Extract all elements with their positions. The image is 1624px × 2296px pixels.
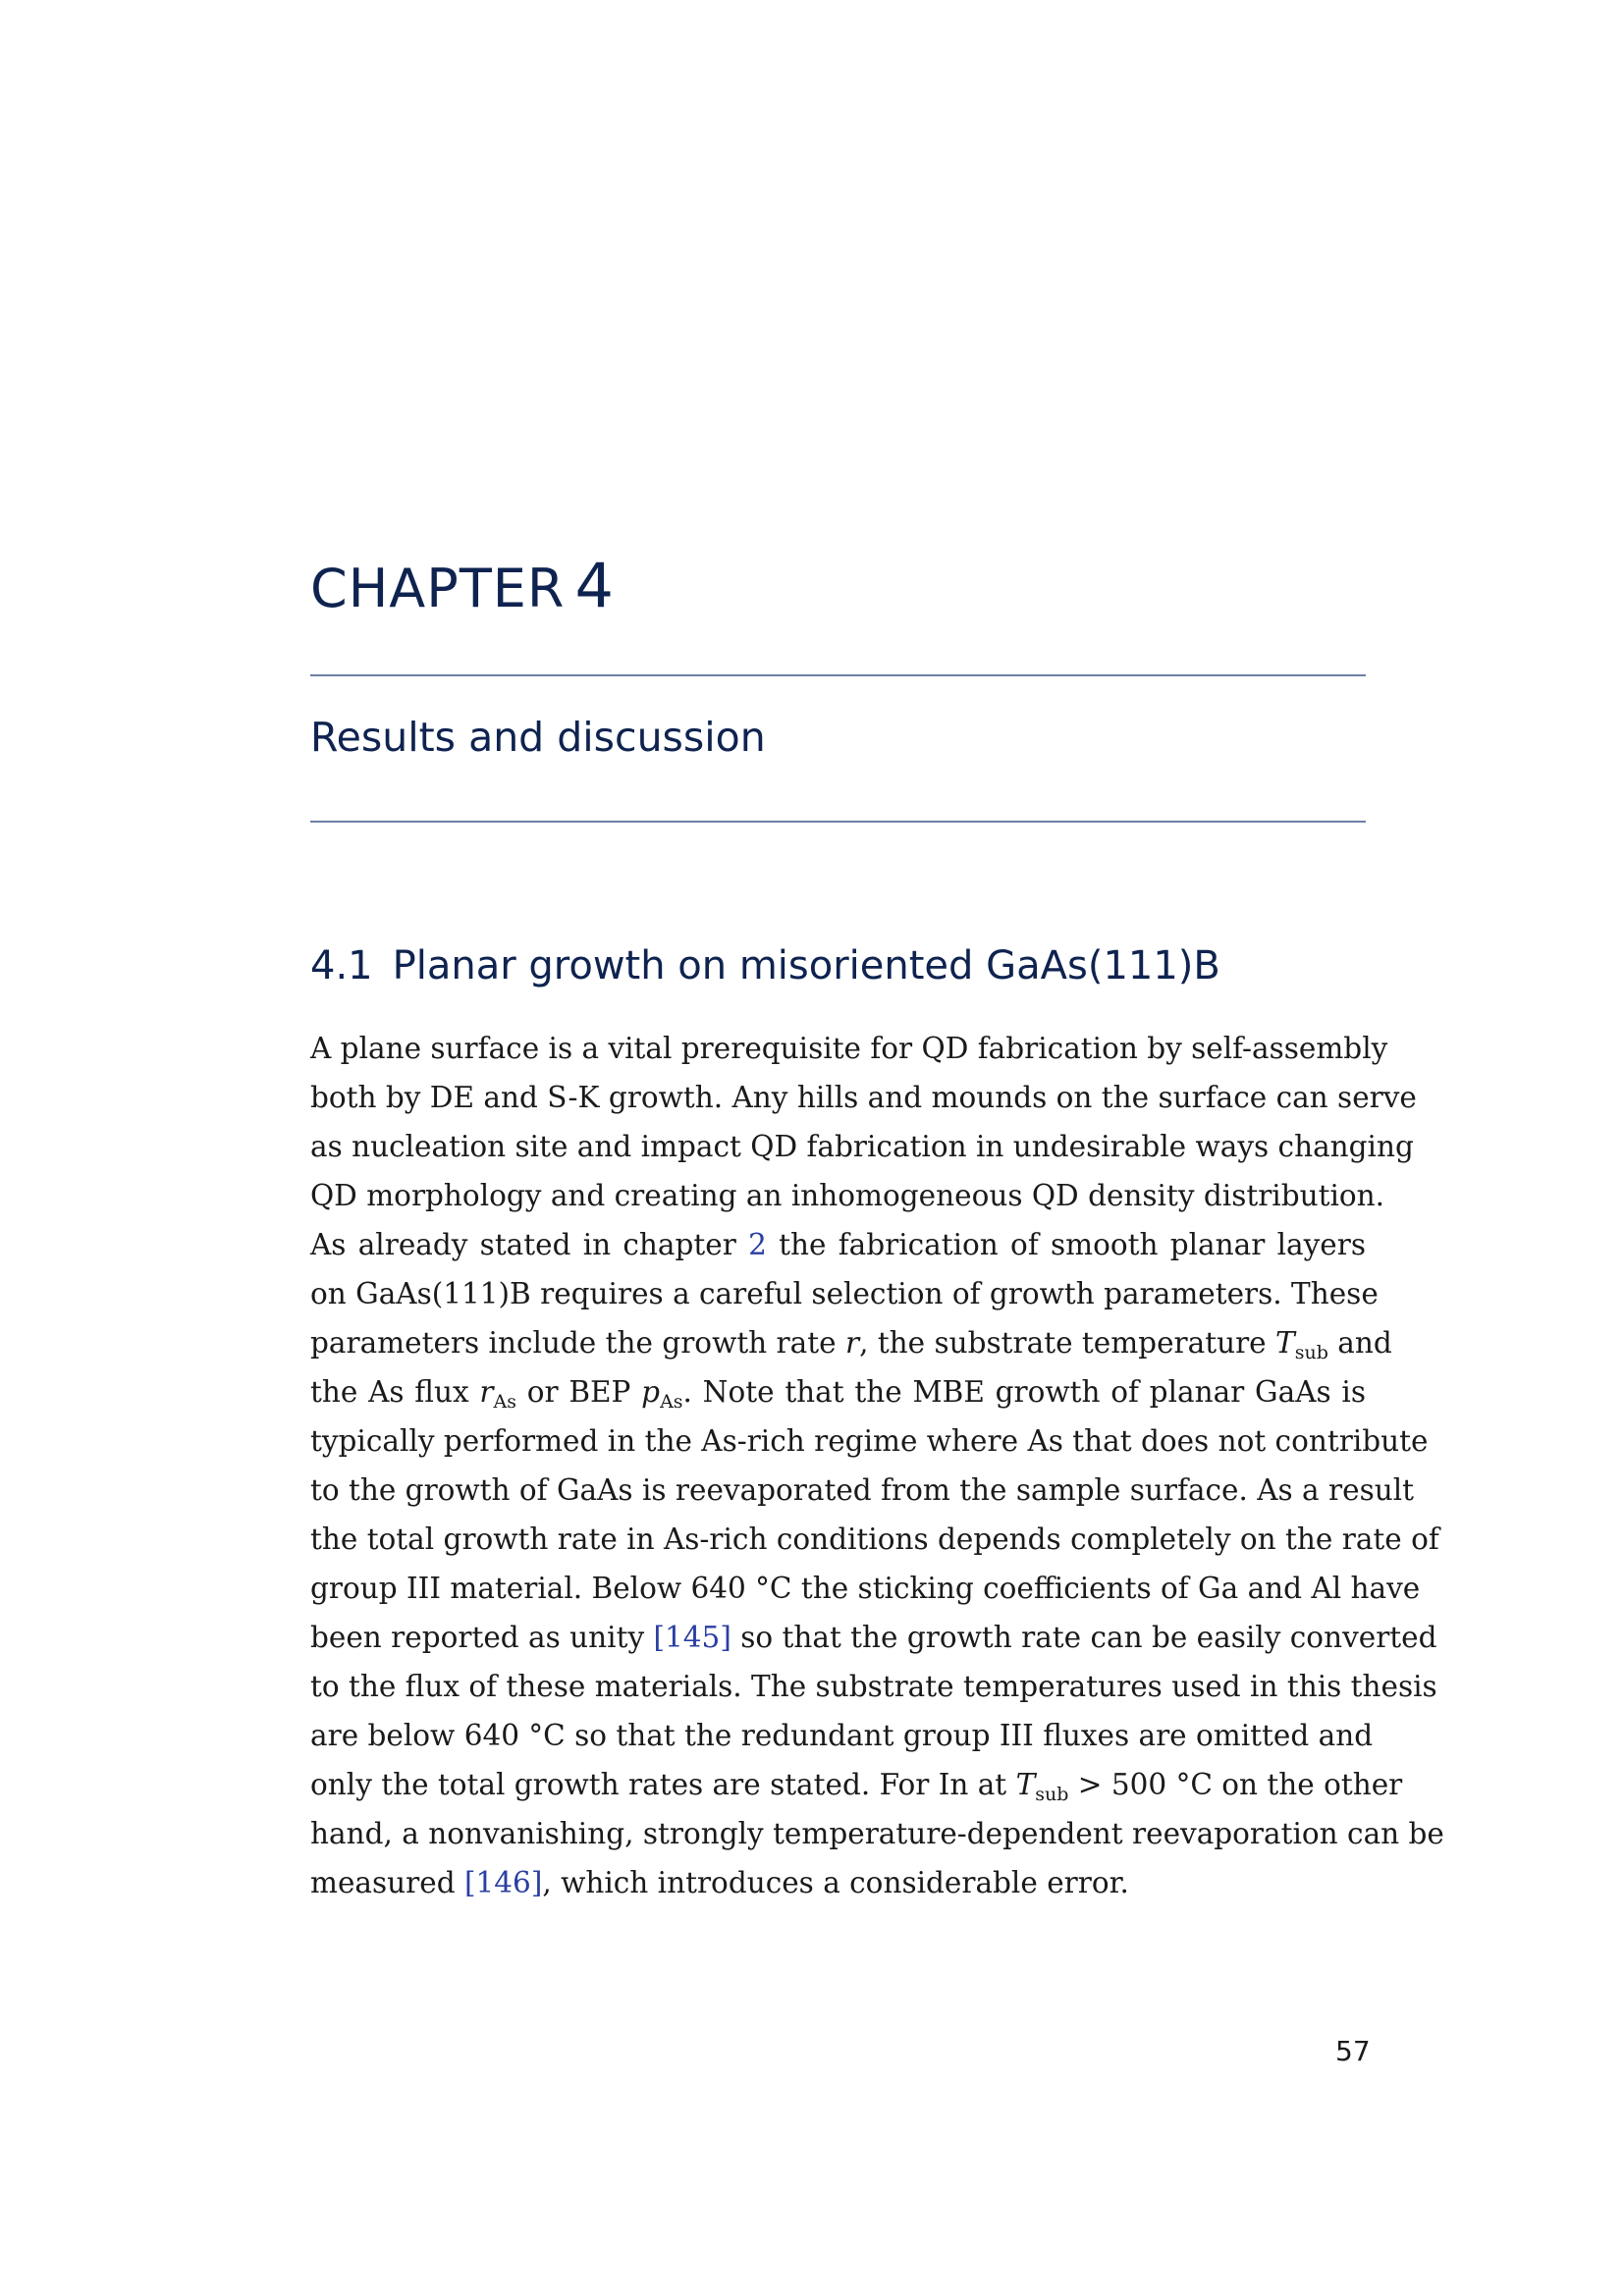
chapter-title: Results and discussion <box>310 714 766 761</box>
math-variable: r <box>844 1326 860 1360</box>
paragraph-line: both by DE and S-K growth. Any hills and mounds on the surface can serve <box>310 1081 1417 1114</box>
line-text: , which introduces a considerable error. <box>542 1866 1129 1899</box>
line-text: or BEP <box>526 1375 631 1409</box>
math-subscript: sub <box>1294 1342 1328 1363</box>
line-text: the As flux <box>310 1375 469 1409</box>
chapter-reference-link[interactable]: 2 <box>748 1228 767 1261</box>
body-paragraph <box>310 1024 1444 1907</box>
chapter-number: 4 <box>574 550 615 621</box>
line-text: . Note that the MBE growth of planar GaAs is <box>682 1375 1366 1409</box>
section-title: Planar growth on misoriented GaAs(111)B <box>392 943 1220 988</box>
paragraph-line <box>310 1613 1437 1662</box>
paragraph-line <box>310 1220 1366 1269</box>
line-text: the fabrication of smooth planar layers <box>779 1228 1366 1261</box>
paragraph-line <box>310 1318 1392 1367</box>
math-variable: $p_{As}$ <box>641 1375 683 1413</box>
line-text: , the substrate temperature <box>859 1326 1267 1360</box>
line-text: only the total growth rates are stated. For In at <box>310 1768 1007 1801</box>
paragraph-line <box>310 1367 1366 1416</box>
paragraph-line: A plane surface is a vital prerequisite for QD fabrication by self-assembly <box>310 1032 1388 1065</box>
line-text: parameters include the growth rate <box>310 1326 837 1360</box>
chapter-bottom-rule <box>310 821 1366 823</box>
paragraph-line: hand, a nonvanishing, strongly temperature-dependent reevaporation can be <box>310 1817 1444 1850</box>
paragraph-line: the total growth rate in As-rich conditions depends completely on the rate of <box>310 1522 1439 1556</box>
paragraph-line: on GaAs(111)B requires a careful selection of growth parameters. These <box>310 1277 1379 1310</box>
line-text: and <box>1337 1326 1392 1360</box>
line-text: been reported as unity <box>310 1621 645 1654</box>
paragraph-line: to the flux of these materials. The substrate temperatures used in this thesis <box>310 1670 1437 1703</box>
citation-link[interactable]: [145] <box>653 1621 731 1654</box>
line-text: so that the growth rate can be easily converted <box>740 1621 1437 1654</box>
chapter-heading <box>310 550 615 621</box>
paragraph-line: as nucleation site and impact QD fabrication in undesirable ways changing <box>310 1130 1414 1163</box>
section-heading <box>310 943 1220 988</box>
math-variable: $r_{As}$ <box>479 1375 516 1413</box>
math-variable: $T_{sub}$ <box>1015 1768 1069 1805</box>
chapter-label: CHAPTER <box>310 558 566 619</box>
line-text: > 500 °C on the other <box>1077 1768 1403 1801</box>
paragraph-line: group III material. Below 640 °C the sticking coefficients of Ga and Al have <box>310 1572 1421 1605</box>
paragraph-line: to the growth of GaAs is reevaporated from the sample surface. As a result <box>310 1473 1414 1507</box>
chapter-top-rule <box>310 674 1366 676</box>
citation-link[interactable]: [146] <box>464 1866 543 1899</box>
section-number: 4.1 <box>310 943 373 988</box>
math-variable: $T_{sub}$ <box>1275 1326 1328 1363</box>
paragraph-line: typically performed in the As-rich regime where As that does not contribute <box>310 1424 1429 1458</box>
paragraph-line: QD morphology and creating an inhomogeneous QD density distribution. <box>310 1179 1385 1212</box>
line-text: As already stated in chapter <box>310 1228 736 1261</box>
math-subscript: As <box>493 1391 516 1413</box>
paragraph-line <box>310 1760 1403 1809</box>
paragraph-line <box>310 1858 1366 1907</box>
page-number: 57 <box>1335 2035 1371 2067</box>
paragraph-line: are below 640 °C so that the redundant group III fluxes are omitted and <box>310 1719 1374 1752</box>
line-text: measured <box>310 1866 456 1899</box>
math-subscript: As <box>660 1391 683 1413</box>
math-subscript: sub <box>1035 1784 1069 1805</box>
